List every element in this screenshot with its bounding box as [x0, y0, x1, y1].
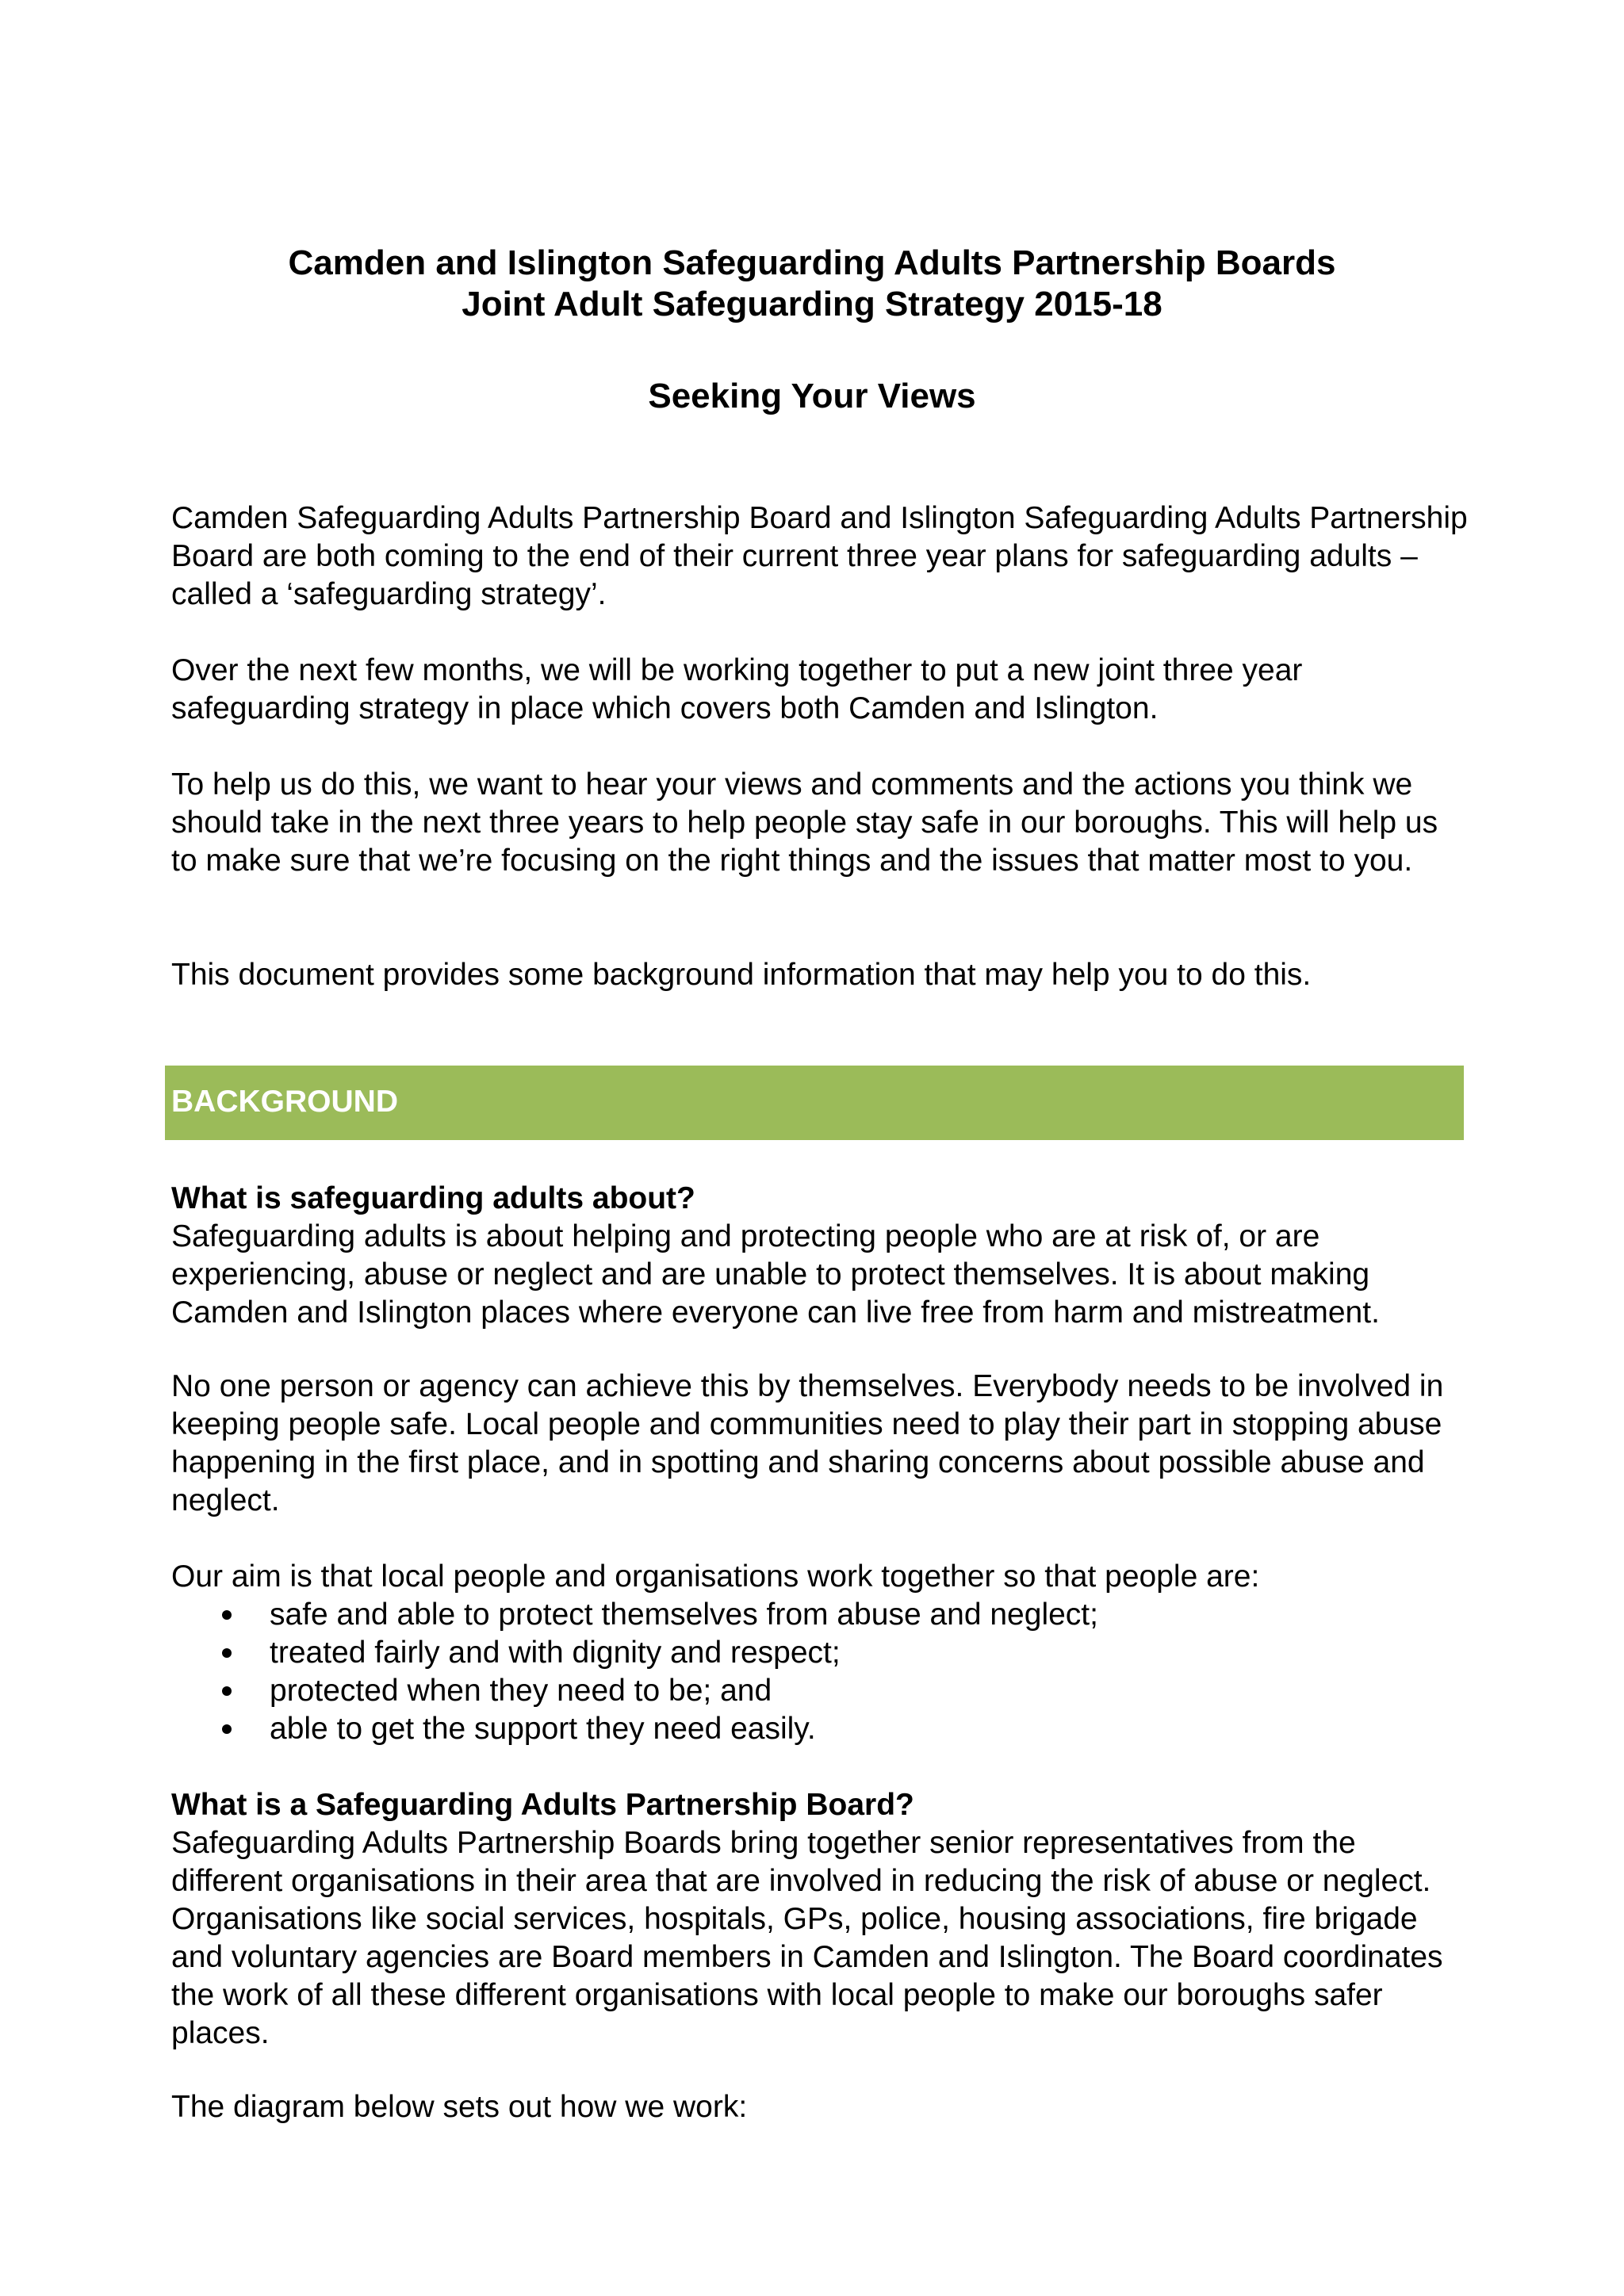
safeguarding-about-paragraph-2: No one person or agency can achieve this by themselves. Everybody needs to be involved in keeping people safe. Local people and communities need to play their part in stopping abuse happening in the first place, and in spotting and sharing concerns about possible abuse and neglect. — [171, 1369, 1444, 1517]
document-subtitle: Seeking Your Views — [648, 377, 976, 415]
partnership-board-block — [171, 1786, 1472, 2053]
bullet-icon — [222, 1610, 232, 1620]
bullet-text: treated fairly and with dignity and respect; — [270, 1636, 841, 1670]
bullet-text: safe and able to protect themselves from abuse and neglect; — [270, 1598, 1098, 1632]
title-line-1: Camden and Islington Safeguarding Adults Partnership Boards — [288, 243, 1336, 282]
list-item — [171, 1672, 1472, 1710]
safeguarding-about-block — [171, 1180, 1472, 1332]
bullet-icon — [222, 1724, 232, 1734]
intro-paragraph-3: To help us do this, we want to hear your views and comments and the actions you think we should take in the next three years to help people stay safe in our boroughs. This will help us to make sure that we’re focusing on the right things and the issues that matter most to you. — [171, 767, 1438, 878]
safeguarding-about-paragraph-1: Safeguarding adults is about helping and protecting people who are at risk of, or are experiencing, abuse or neglect and are unable to protect themselves. It is about making Camden and Islington places where everyone can live free from harm and mistreatment. — [171, 1219, 1380, 1330]
list-item — [171, 1596, 1472, 1634]
intro-paragraph-2: Over the next few months, we will be working together to put a new joint three year safeguarding strategy in place which covers both Camden and Islington. — [171, 653, 1303, 725]
safeguarding-aim-intro: Our aim is that local people and organisations work together so that people are: — [171, 1559, 1260, 1594]
document-title — [0, 243, 1624, 325]
partnership-board-paragraph-1: Safeguarding Adults Partnership Boards bring together senior representatives from the different organisations in their area that are involved in reducing the risk of abuse or neglect. Organisations like social services, hospitals, GPs, police, housing associations, fire brigade and voluntary agencies are Board members in Camden and Islington. The Board coordinates the work of all these different organisations with local people to make our boroughs safer places. — [171, 1826, 1443, 2050]
bullet-text: able to get the support they need easily. — [270, 1712, 816, 1746]
title-line-2: Joint Adult Safeguarding Strategy 2015-18 — [462, 285, 1162, 323]
intro-paragraph-4: This document provides some background information that may help you to do this. — [171, 958, 1312, 992]
background-banner-label: BACKGROUND — [171, 1085, 398, 1119]
background-section-banner — [165, 1066, 1464, 1140]
bullet-icon — [222, 1686, 232, 1696]
section-heading-safeguarding-about: What is safeguarding adults about? — [171, 1181, 695, 1215]
aim-bullet-list — [171, 1596, 1472, 1748]
bullet-icon — [222, 1648, 232, 1658]
list-item — [171, 1634, 1472, 1672]
list-item — [171, 1710, 1472, 1748]
intro-paragraph-1: Camden Safeguarding Adults Partnership Board and Islington Safeguarding Adults Partnership Board are both coming to the end of their current three year plans for safeguarding adults – called a ‘safeguarding strategy’. — [171, 501, 1468, 611]
diagram-intro-text: The diagram below sets out how we work: — [171, 2090, 748, 2124]
bullet-text: protected when they need to be; and — [270, 1674, 772, 1708]
section-heading-partnership-board: What is a Safeguarding Adults Partnership Board? — [171, 1788, 914, 1822]
